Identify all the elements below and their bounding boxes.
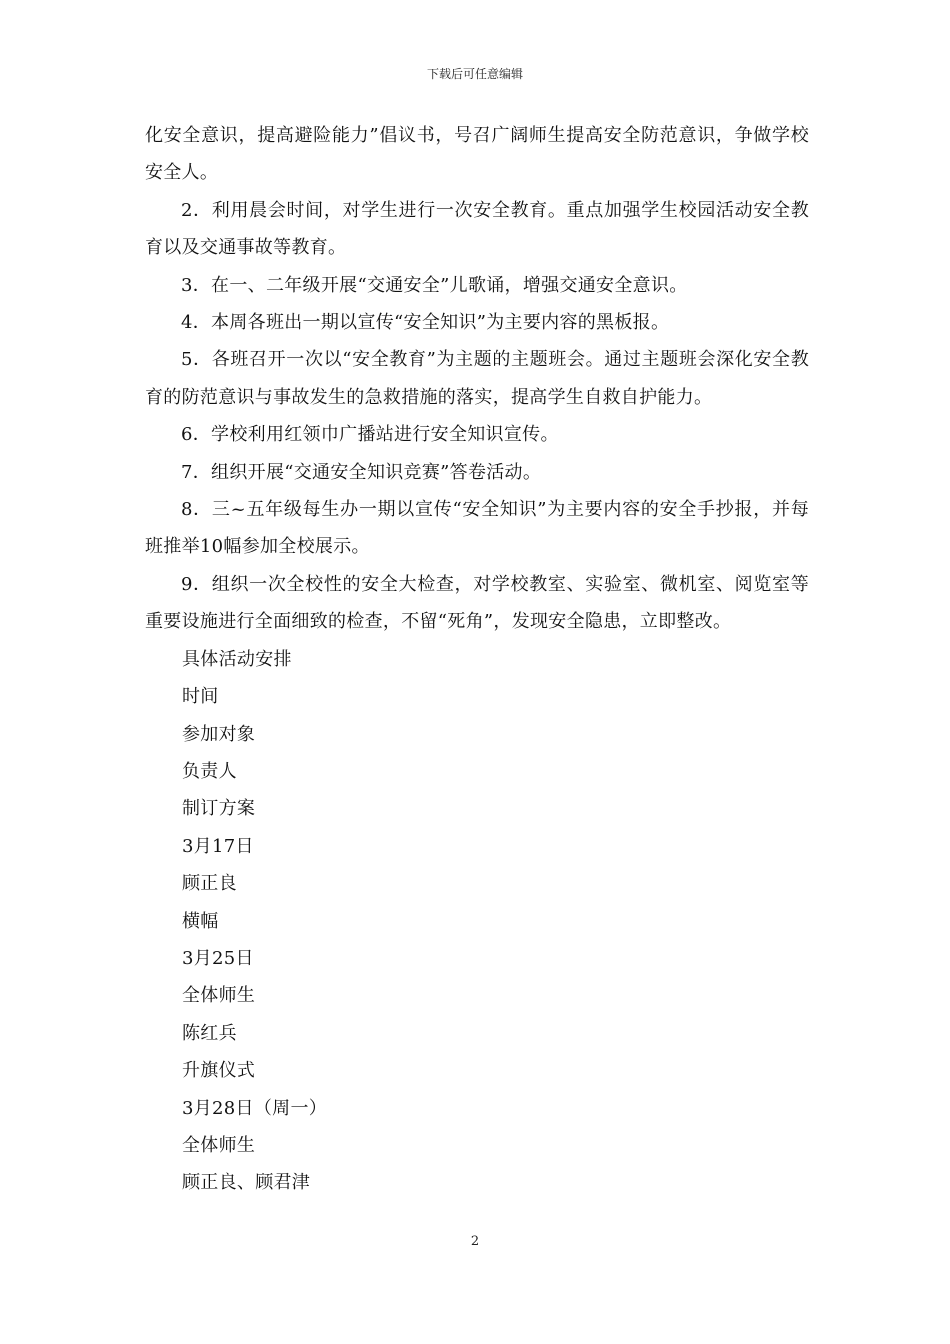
schedule-date: 3月28日（周一） [182, 1097, 328, 1119]
schedule-activity: 升旗仪式 [182, 1060, 256, 1082]
paragraph-item-7: 7．组织开展“交通安全知识竞赛”答卷活动。 [181, 461, 542, 483]
schedule-owner: 顾正良、顾君津 [182, 1172, 311, 1194]
schedule-col-owner: 负责人 [182, 760, 237, 782]
document-body [145, 117, 809, 1202]
paragraph-item-9: 9．组织一次全校性的安全大检查，对学校教室、实验室、微机室、阅览室等重要设施进行全面细致的检查，不留“死角”，发现安全隐患，立即整改。 [145, 573, 809, 633]
schedule-activity: 横幅 [182, 910, 219, 932]
schedule-owner: 顾正良 [182, 873, 237, 895]
schedule-heading: 具体活动安排 [182, 648, 292, 670]
page-number: 2 [470, 1234, 480, 1249]
schedule-col-time: 时间 [182, 686, 219, 708]
schedule-participants: 全体师生 [182, 985, 256, 1007]
paragraph-item-8: 8．三~五年级每生办一期以宣传“安全知识”为主要内容的安全手抄报，并每班推举10幅参加全校展示。 [145, 499, 809, 558]
page-header: 下载后可任意编辑 [426, 67, 523, 81]
schedule-col-participants: 参加对象 [182, 723, 256, 745]
paragraph-item-5: 5．各班召开一次以“安全教育”为主题的主题班会。通过主题班会深化安全教育的防范意识与事故发生的急救措施的落实，提高学生自救自护能力。 [145, 349, 809, 408]
paragraph-item-3: 3．在一、二年级开展“交通安全”儿歌诵，增强交通安全意识。 [181, 274, 688, 296]
schedule-owner: 陈红兵 [182, 1022, 237, 1044]
paragraph-intro-continuation: 化安全意识，提高避险能力”倡议书，号召广阔师生提高安全防范意识，争做学校安全人。 [145, 125, 809, 184]
paragraph-item-6: 6．学校利用红领巾广播站进行安全知识宣传。 [181, 424, 559, 446]
schedule-date: 3月17日 [182, 835, 254, 857]
schedule-participants: 全体师生 [182, 1134, 256, 1156]
paragraph-item-2: 2．利用晨会时间，对学生进行一次安全教育。重点加强学生校园活动安全教育以及交通事故等教育。 [145, 199, 809, 259]
schedule-activity: 制订方案 [182, 798, 256, 820]
paragraph-item-4: 4．本周各班出一期以宣传“安全知识”为主要内容的黑板报。 [181, 312, 670, 334]
schedule-date: 3月25日 [182, 947, 254, 969]
